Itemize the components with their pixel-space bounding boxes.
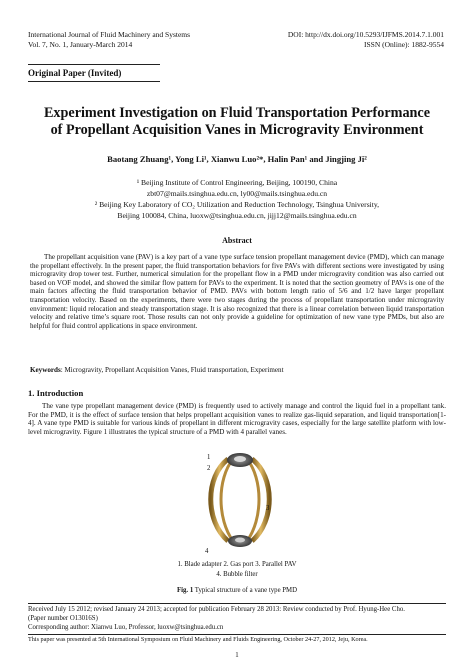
- affiliation-1: ¹ Beijing Institute of Control Engineering, Beijing, 100190, China: [136, 178, 338, 187]
- figure-caption-label: Fig. 1: [176, 587, 194, 594]
- figure-label-1: 1: [207, 454, 211, 461]
- figure-label-3: 3: [266, 505, 270, 512]
- pmd-structure-figure: [195, 447, 285, 553]
- conference-note: This paper was presented at 5th International Symposium on Fluid Machinery and Fluids Engineering, October 24-27, 2012, Jeju, Korea.: [28, 636, 368, 643]
- keywords-line: [30, 366, 444, 375]
- gas-port: [234, 456, 246, 462]
- corresponding-author: Corresponding author: Xianwu Luo, Professor, luoxw@tsinghua.edu.cn: [28, 624, 224, 631]
- author-list: Baotang Zhuang¹, Yong Li¹, Xianwu Luo²*, Halin Pan¹ and Jingjing Ji²: [107, 154, 367, 164]
- abstract-text: The propellant acquisition vane (PAV) is a key part of a vane type surface tension propellant management device (PMD), which can manage the propellant effectively. In the present paper, the fluid transportation behaviors for five PAVs with different sections were investigated by using microgravity drop tower test. Further, numerical simulation for the propellant flow in a PMD under microgravity condition was also carried out based on VOF model, and showed the similar flow pattern for PAVs to the experiment. It is noted that the section geometry of PAVs is one of the main factors affecting the fluid transportation behavior of PMD. PAVs with bottom length ratio of 5/6 and 1/2 have larger propellant transportation velocity. Based on the experiments, there were two stages during the process of propellant transportation under microgravity environment: liquid relocation and steady transportation stage. It is also recognized that there is a linear correlation between liquid transportation velocity and relative time’s square root. Those results can not only provide a guideline for optimization of new vane type PMDs, but also are helpful for fluid control applications in space environment.: [30, 253, 444, 330]
- paper-title-line-2: of Propellant Acquisition Vanes in Microgravity Environment: [50, 122, 424, 138]
- paper-type-rule-bottom: [28, 81, 160, 82]
- journal-name: International Journal of Fluid Machinery and Systems: [28, 30, 191, 39]
- keywords-label: Keywords: [30, 366, 61, 374]
- affiliation-2-emails: Beijing 100084, China, luoxw@tsinghua.edu.cn, jijj12@mails.tsinghua.edu.cn: [117, 211, 357, 220]
- paper-type-label: Original Paper (Invited): [28, 68, 122, 78]
- paper-type-rule-top: [28, 64, 160, 65]
- figure-caption: [120, 587, 354, 595]
- abstract-heading: Abstract: [222, 236, 252, 245]
- affiliation-2: ² Beijing Key Laboratory of CO₂ Utilization and Reduction Technology, Tsinghua University,: [94, 200, 380, 209]
- figure-legend-line-1: 1. Blade adapter 2. Gas port 3. Parallel PAV: [177, 561, 297, 568]
- introduction-text: The vane type propellant management device (PMD) is frequently used to actively manage and control the liquid fuel in a propellant tank. For the PMD, it is the effect of surface tension that helps propellant acquisition vanes to realize gas-liquid separation, and liquid transportation[1-4]. A vane type PMD is suitable for various kinds of propellant in different microgravity cases, especially for the large satellite platform with low-level microgravity. Figure 1 illustrates the typical structure of a PMD with 4 parallel vanes.: [28, 402, 446, 436]
- journal-volume: Vol. 7, No. 1, January-March 2014: [28, 40, 133, 49]
- page-number: 1: [235, 652, 239, 659]
- issn-line: ISSN (Online): 1882-9554: [364, 40, 444, 49]
- doi-line[interactable]: DOI: http://dx.doi.org/10.5293/IJFMS.2014.7.1.001: [287, 30, 444, 39]
- figure-label-4: 4: [205, 548, 209, 555]
- received-dates: Received July 15 2012; revised January 24 2013; accepted for publication February 28 2013: Review conducted by Prof. Hyung-Hee Cho.: [28, 606, 405, 613]
- footnote-rule: [28, 603, 446, 604]
- paper-title-line-1: Experiment Investigation on Fluid Transportation Performance: [43, 105, 431, 121]
- paper-number: (Paper number O13016S): [28, 615, 98, 622]
- figure-legend-line-2: 4. Bubble filter: [216, 571, 258, 578]
- keywords-list: : Microgravity, Propellant Acquisition Vanes, Fluid transportation, Experiment: [60, 366, 284, 374]
- affiliation-1-emails: zbt07@mails.tsinghua.edu.cn, ly00@mails.tsinghua.edu.cn: [146, 189, 328, 198]
- parallel-vanes: [211, 459, 270, 541]
- figure-caption-text: Typical structure of a vane type PMD: [193, 587, 298, 594]
- footnote-rule-2: [28, 634, 446, 635]
- figure-label-2: 2: [207, 465, 211, 472]
- section-heading-introduction: 1. Introduction: [28, 388, 84, 398]
